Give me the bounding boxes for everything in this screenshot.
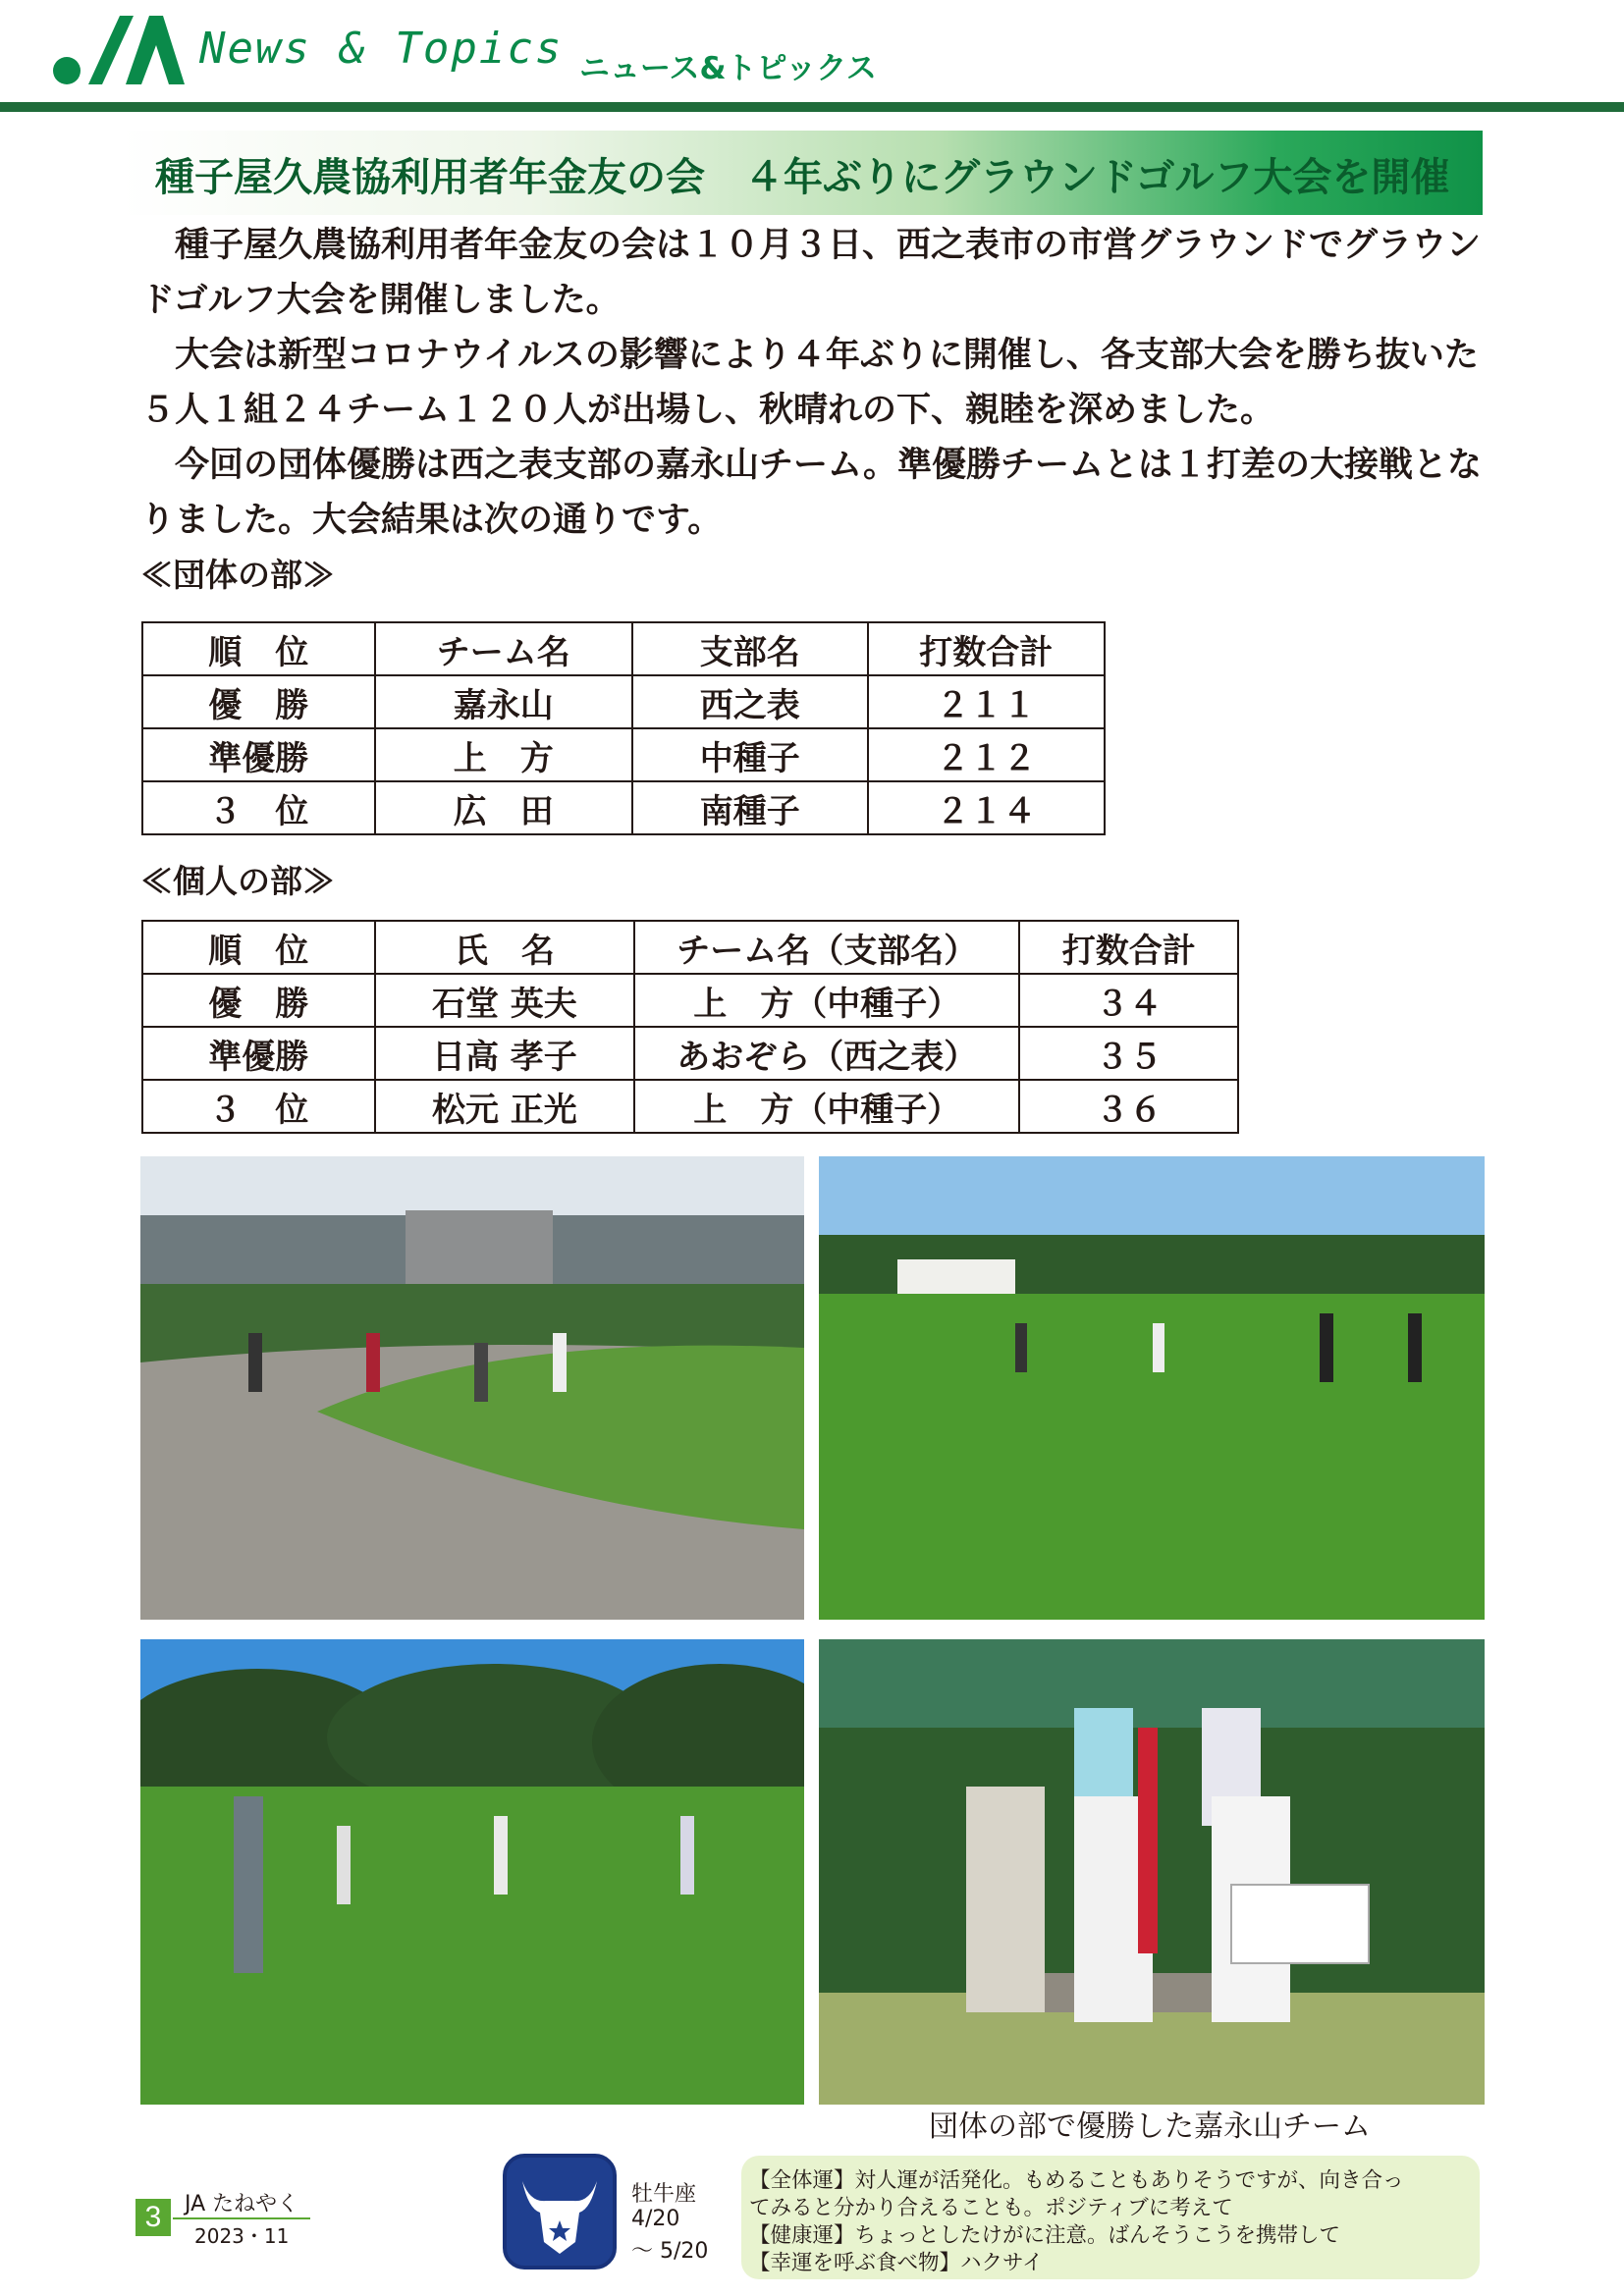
- column-header: チーム名（支部名）: [634, 921, 1019, 974]
- rank-cell: 優 勝: [142, 675, 375, 728]
- table-row: [142, 781, 1105, 834]
- fortune-line: てみると分かり合えることも。ポジティブに考えて: [749, 2196, 1233, 2220]
- rank-cell: ３ 位: [142, 1080, 375, 1133]
- team-cell: あおぞら（西之表）: [634, 1027, 1019, 1080]
- score-cell: ２１４: [868, 781, 1105, 834]
- name-cell: 日高 孝子: [375, 1027, 635, 1080]
- publication-name: JA たねやく: [185, 2192, 299, 2216]
- event-photo: [140, 1156, 804, 1620]
- team-results-table: [141, 621, 1106, 835]
- individual-section-heading: ≪個人の部≫: [140, 862, 335, 900]
- table-row: [142, 974, 1238, 1027]
- branch-cell: 西之表: [632, 675, 867, 728]
- branch-cell: 中種子: [632, 728, 867, 781]
- photo-caption: 団体の部で優勝した嘉永山チーム: [929, 2109, 1371, 2144]
- ja-logo: [49, 10, 187, 88]
- zodiac-name: 牡牛座: [631, 2182, 697, 2207]
- table-row: [142, 728, 1105, 781]
- score-cell: ２１２: [868, 728, 1105, 781]
- zodiac-range-start: 4/20: [631, 2207, 680, 2231]
- column-header: 打数合計: [868, 622, 1105, 675]
- fortune-line: 【健康運】ちょっとしたけがに注意。ばんそうこうを携帯して: [749, 2223, 1341, 2248]
- zodiac-range-end: ～ 5/20: [631, 2239, 709, 2264]
- column-header: 順 位: [142, 622, 375, 675]
- rank-cell: 準優勝: [142, 728, 375, 781]
- column-header: 打数合計: [1019, 921, 1238, 974]
- table-row: [142, 675, 1105, 728]
- rank-cell: 優 勝: [142, 974, 375, 1027]
- name-cell: 松元 正光: [375, 1080, 635, 1133]
- team-cell: 嘉永山: [375, 675, 632, 728]
- article-paragraph: 種子屋久農協利用者年金友の会は１０月３日、西之表市の市営グラウンドでグラウンドゴルフ大会を開催しました。: [140, 225, 1482, 320]
- fortune-line: 【全体運】対人運が活発化。もめることもありそうですが、向き合っ: [749, 2168, 1404, 2193]
- table-header-row: [142, 622, 1105, 675]
- publication-issue: 2023・11: [194, 2224, 290, 2248]
- team-section-heading: ≪団体の部≫: [140, 556, 335, 594]
- column-header: チーム名: [375, 622, 632, 675]
- header-divider: [0, 102, 1624, 112]
- score-cell: ２１１: [868, 675, 1105, 728]
- taurus-icon: [501, 2152, 619, 2271]
- header-title-jp: ニュース&トピックス: [579, 51, 877, 86]
- team-cell: 上 方: [375, 728, 632, 781]
- fortune-line: 【幸運を呼ぶ食べ物】ハクサイ: [749, 2251, 1044, 2275]
- branch-cell: 南種子: [632, 781, 867, 834]
- table-header-row: [142, 921, 1238, 974]
- score-cell: ３４: [1019, 974, 1238, 1027]
- event-photo: [819, 1639, 1485, 2105]
- rank-cell: ３ 位: [142, 781, 375, 834]
- article-title: 種子屋久農協利用者年金友の会 ４年ぶりにグラウンドゴルフ大会を開催: [155, 154, 1450, 200]
- team-cell: 上 方（中種子）: [634, 1080, 1019, 1133]
- name-cell: 石堂 英夫: [375, 974, 635, 1027]
- article-paragraph: 大会は新型コロナウイルスの影響により４年ぶりに開催し、各支部大会を勝ち抜いた５人１組２４チーム１２０人が出場し、秋晴れの下、親睦を深めました。: [140, 335, 1479, 430]
- table-row: [142, 1027, 1238, 1080]
- event-photo: [140, 1639, 804, 2105]
- page-number: 3: [135, 2199, 171, 2236]
- table-row: [142, 1080, 1238, 1133]
- team-cell: 広 田: [375, 781, 632, 834]
- score-cell: ３５: [1019, 1027, 1238, 1080]
- column-header: 順 位: [142, 921, 375, 974]
- event-photo: [819, 1156, 1485, 1620]
- rank-cell: 準優勝: [142, 1027, 375, 1080]
- individual-results-table: [141, 920, 1239, 1134]
- column-header: 氏 名: [375, 921, 635, 974]
- footer-divider: [173, 2217, 310, 2219]
- article-paragraph: 今回の団体優勝は西之表支部の嘉永山チーム。準優勝チームとは１打差の大接戦となりました。大会結果は次の通りです。: [140, 445, 1483, 540]
- header-title-en: News & Topics: [199, 24, 564, 74]
- team-cell: 上 方（中種子）: [634, 974, 1019, 1027]
- column-header: 支部名: [632, 622, 867, 675]
- score-cell: ３６: [1019, 1080, 1238, 1133]
